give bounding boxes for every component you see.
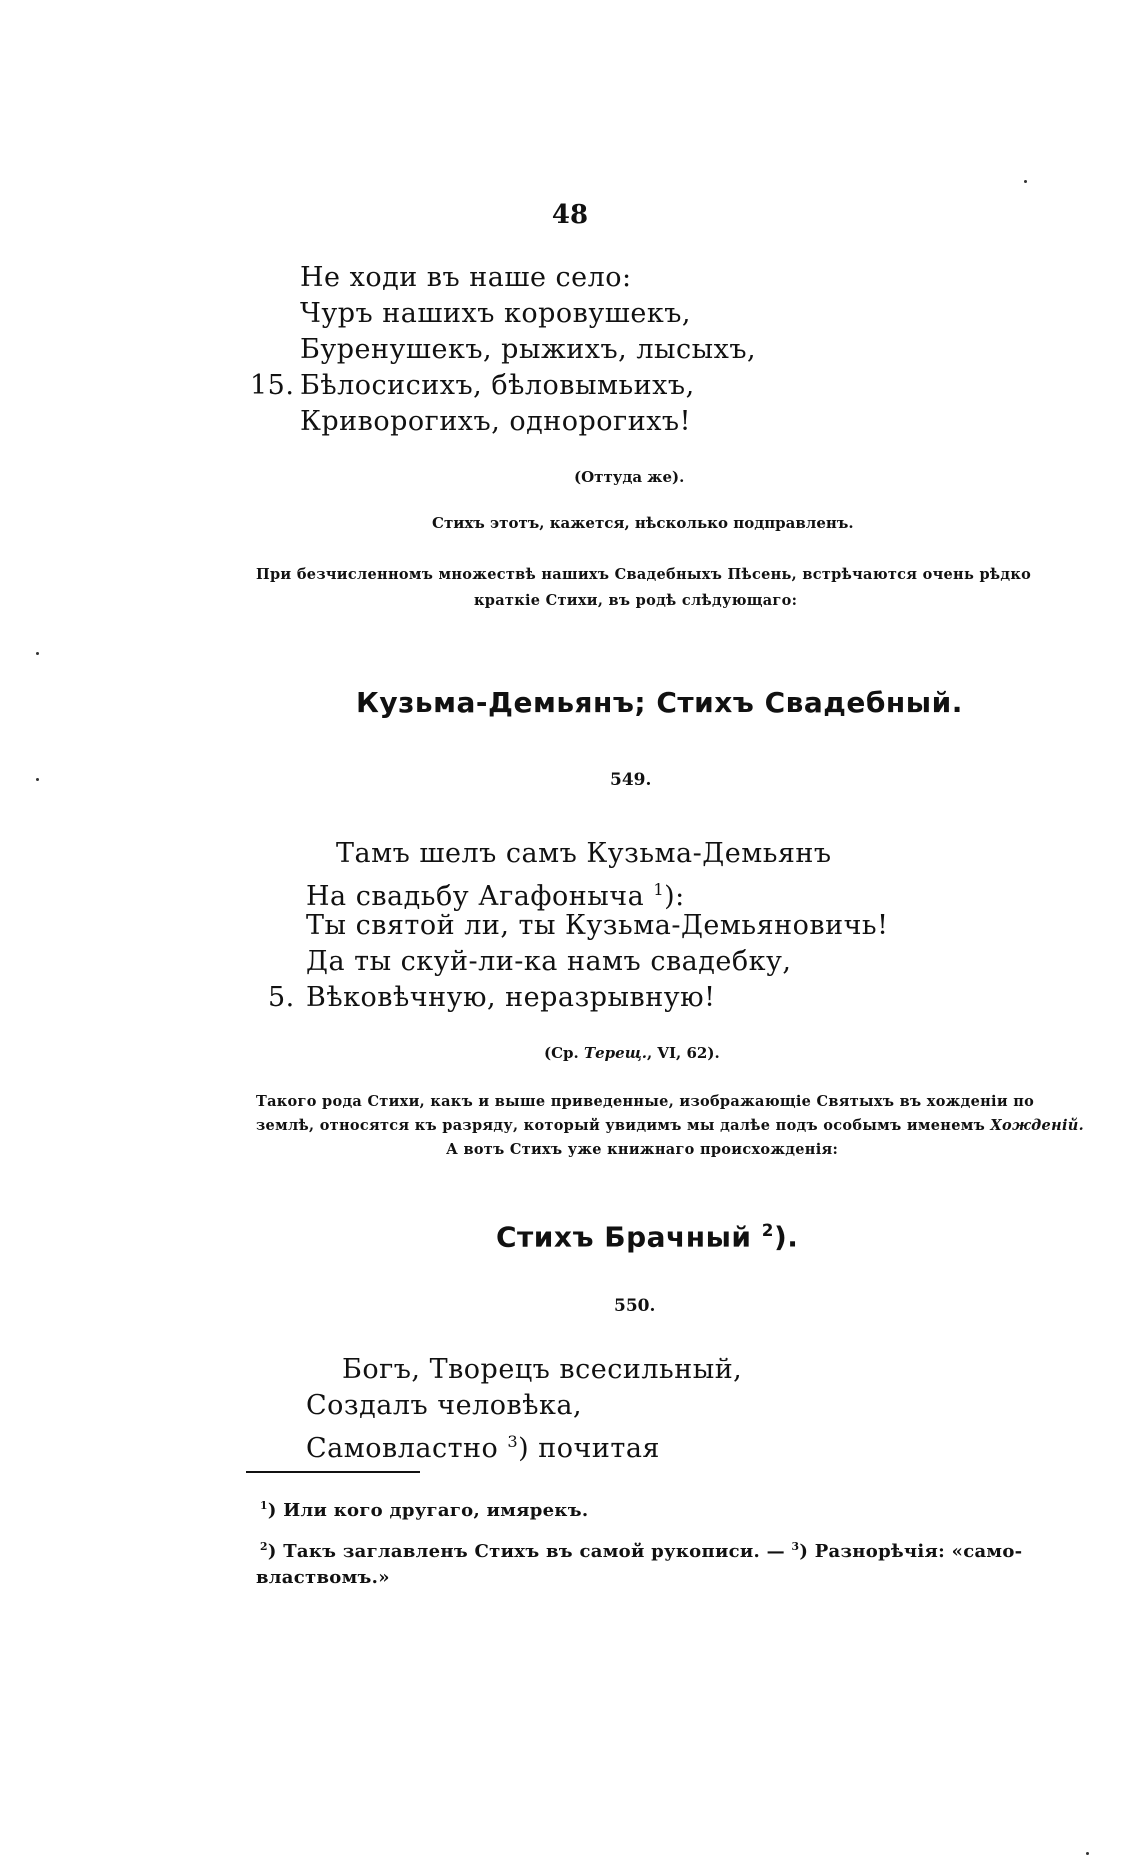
scan-speck bbox=[1024, 180, 1027, 183]
footnote-2: $^2$) Такъ заглавленъ Стихъ въ самой рукописи. — $^3$) Разнорѣчія: «само- bbox=[260, 1540, 1023, 1562]
footnote-ref: 2 bbox=[761, 1220, 774, 1240]
verse-number: 15. bbox=[250, 370, 295, 401]
editor-note: Стихъ этотъ, кажется, нѣсколько подправленъ. bbox=[432, 514, 854, 532]
verse-line: Тамъ шелъ самъ Кузьма-Демьянъ bbox=[336, 838, 832, 869]
source-note: (Оттуда же). bbox=[574, 468, 685, 486]
source-note: (Ср. Терещ., VI, 62). bbox=[544, 1044, 720, 1062]
footnote-divider bbox=[246, 1471, 420, 1473]
verse-block-top bbox=[250, 260, 757, 440]
verse-line: Ты святой ли, ты Кузьма-Демьяновичь! bbox=[306, 910, 889, 941]
section-heading: Кузьма-Демьянъ; Стихъ Свадебный. bbox=[356, 686, 963, 719]
verse-line: Криворогихъ, однорогихъ! bbox=[300, 406, 691, 437]
verse-line: 5. Вѣковѣчную, неразрывную! bbox=[306, 980, 888, 1016]
verse-block-mid bbox=[268, 836, 889, 1016]
song-number: 549. bbox=[610, 770, 652, 790]
verse-line: На свадьбу Агафоныча $^1$): bbox=[306, 880, 685, 912]
verse-number: 5. bbox=[268, 982, 295, 1013]
footnote-ref: 3 bbox=[507, 1432, 519, 1451]
footnotes bbox=[256, 1488, 1022, 1596]
paragraph-intro: При безчисленномъ множествѣ нашихъ Свадебныхъ Пѣсень, встрѣчаются очень рѣдко краткіе Стихи, въ родѣ слѣдующаго: bbox=[256, 566, 1032, 609]
verse-block-bottom bbox=[306, 1352, 743, 1464]
footnote-2-cont: властвомъ.» bbox=[256, 1567, 390, 1588]
song-number: 550. bbox=[614, 1296, 656, 1316]
scan-speck bbox=[36, 652, 39, 655]
section-heading: Стихъ Брачный $^2$). bbox=[496, 1220, 799, 1254]
verse-line: Чуръ нашихъ коровушекъ, bbox=[300, 298, 691, 329]
verse-line: Не ходи въ наше село: bbox=[300, 262, 632, 293]
verse-line: Самовластно $^3$) почитая bbox=[306, 1432, 660, 1464]
page-number: 48 bbox=[551, 200, 589, 230]
scan-speck bbox=[1086, 1852, 1089, 1855]
verse-line: Буренушекъ, рыжихъ, лысыхъ, bbox=[300, 334, 757, 365]
scan-speck bbox=[36, 778, 39, 781]
verse-line: Создалъ человѣка, bbox=[306, 1390, 583, 1421]
footnote-1: $^1$) Или кого другаго, имярекъ. bbox=[260, 1499, 589, 1521]
footnote-ref: 1 bbox=[653, 880, 665, 899]
verse-line: Богъ, Творецъ всесильный, bbox=[342, 1354, 743, 1385]
verse-line: 15. Бѣлосисихъ, бѣловымьихъ, bbox=[300, 368, 756, 404]
verse-line: Да ты скуй-ли-ка намъ свадебку, bbox=[306, 946, 792, 977]
paragraph-transition: Такого рода Стихи, какъ и выше приведенные, изображающіе Святыхъ въ хожденіи по землѣ, относятся къ разряду, который увидимъ мы далѣе подъ особымъ именемъ Хожденій. А вотъ Стихъ уже книжнаго происхожденія: bbox=[256, 1093, 1084, 1158]
